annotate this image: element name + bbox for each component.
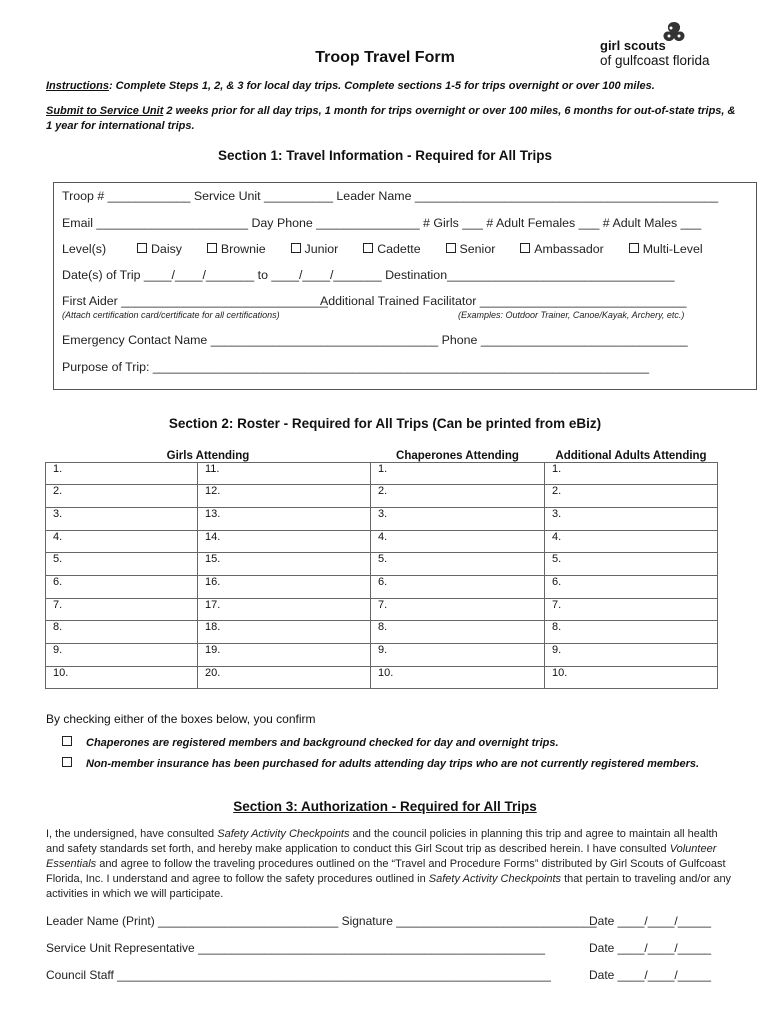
roster-cell[interactable]: 6.: [545, 575, 718, 598]
checkbox-icon[interactable]: [629, 243, 639, 253]
instructions-text: : Complete Steps 1, 2, & 3 for local day trips. Complete sections 1-5 for trips overnight or over 100 miles.: [108, 80, 655, 92]
submit-note: [46, 104, 736, 134]
roster-cell[interactable]: 3.: [371, 507, 545, 530]
roster-cell[interactable]: 12.: [198, 485, 371, 508]
roster-cell[interactable]: 7.: [545, 598, 718, 621]
roster-cell[interactable]: 10.: [371, 666, 545, 689]
instructions: [46, 79, 746, 94]
level-multi[interactable]: Multi-Level: [629, 242, 703, 256]
checkbox-icon[interactable]: [62, 757, 72, 767]
roster-cell[interactable]: 4.: [545, 530, 718, 553]
checkbox-icon[interactable]: [291, 243, 301, 253]
leader-signature-row[interactable]: Leader Name (Print) ___________________________ Signature ______________________________: [46, 914, 597, 928]
table-row: [46, 666, 718, 689]
roster-cell[interactable]: 2.: [371, 485, 545, 508]
leader-date[interactable]: Date ____/____/_____: [589, 914, 712, 928]
roster-table: [45, 446, 718, 689]
checkbox-icon[interactable]: [446, 243, 456, 253]
roster-cell[interactable]: 2.: [46, 485, 198, 508]
checkbox-icon[interactable]: [137, 243, 147, 253]
section3-heading: Section 3: Authorization - Required for All Trips: [233, 799, 537, 814]
level-junior[interactable]: Junior: [291, 242, 339, 256]
levels-row: [62, 242, 703, 256]
roster-cell[interactable]: 19.: [198, 644, 371, 667]
checkbox-icon[interactable]: [520, 243, 530, 253]
roster-cell[interactable]: 9.: [371, 644, 545, 667]
logo-line1: girl scouts: [600, 38, 666, 53]
logo: [598, 20, 738, 72]
table-row: [46, 621, 718, 644]
confirm-item-insurance[interactable]: Non-member insurance has been purchased for adults attending day trips who are not currently registered members.: [62, 757, 699, 770]
first-aider-field[interactable]: First Aider ______________________________: [62, 294, 328, 308]
level-ambassador[interactable]: Ambassador: [520, 242, 604, 256]
col-chaperones-header: Chaperones Attending: [371, 446, 545, 462]
table-row: [46, 530, 718, 553]
purpose-row[interactable]: Purpose of Trip: ________________________________________________________________________: [62, 360, 650, 374]
section1-heading: Section 1: Travel Information - Required for All Trips: [217, 148, 553, 163]
submit-label: Submit to Service Unit: [46, 105, 164, 117]
roster-cell[interactable]: 9.: [46, 644, 198, 667]
table-row: [46, 598, 718, 621]
table-row: [46, 553, 718, 576]
roster-cell[interactable]: 7.: [371, 598, 545, 621]
levels-label: Level(s): [62, 242, 107, 256]
service-unit-date[interactable]: Date ____/____/_____: [589, 941, 712, 955]
table-row: [46, 575, 718, 598]
dates-row[interactable]: Date(s) of Trip ____/____/_______ to ____/____/_______ Destination_________________________________: [62, 268, 675, 282]
roster-cell[interactable]: 5.: [371, 553, 545, 576]
contact-row[interactable]: Email ______________________ Day Phone _______________ # Girls ___ # Adult Females ___ # Adult Males ___: [62, 216, 702, 230]
submit-text: 2 weeks prior for all day trips, 1 month for trips overnight or over 100 miles, 6 months for out-of-state trips, & 1 year for international trips.: [46, 105, 736, 132]
emergency-row[interactable]: Emergency Contact Name _________________________________ Phone ______________________________: [62, 333, 688, 347]
roster-cell[interactable]: 15.: [198, 553, 371, 576]
council-staff-row[interactable]: Council Staff _________________________________________________________________: [46, 968, 551, 982]
roster-cell[interactable]: 7.: [46, 598, 198, 621]
roster-cell[interactable]: 10.: [545, 666, 718, 689]
checkbox-icon[interactable]: [62, 736, 72, 746]
roster-cell[interactable]: 8.: [371, 621, 545, 644]
roster-cell[interactable]: 8.: [46, 621, 198, 644]
roster-cell[interactable]: 2.: [545, 485, 718, 508]
roster-cell[interactable]: 5.: [545, 553, 718, 576]
level-daisy[interactable]: Daisy: [137, 242, 182, 256]
authorization-text: I, the undersigned, have consulted Safety Activity Checkpoints and the council policies in planning this trip and agree to maintain all health and safety standards set forth, and hereby make application to conduct this Girl Scout trip as described herein. I have consulted Volunteer Essentials and agree to follow the traveling procedures outlined on the “Travel and Procedure Forms” distributed by Girl Scouts of Gulfcoast Florida, Inc. I understand and agree to follow the safety procedures outlined in Safety Activity Checkpoints that pertain to traveling and/or any activities in which we will participate.: [46, 828, 732, 900]
instructions-label: Instructions: [46, 80, 109, 92]
roster-cell[interactable]: 18.: [198, 621, 371, 644]
first-aider-note: (Attach certification card/certificate for all certifications): [62, 310, 280, 320]
council-staff-date[interactable]: Date ____/____/_____: [589, 968, 712, 982]
roster-cell[interactable]: 4.: [46, 530, 198, 553]
confirm-intro: By checking either of the boxes below, you confirm: [46, 712, 316, 726]
roster-cell[interactable]: 14.: [198, 530, 371, 553]
roster-cell[interactable]: 17.: [198, 598, 371, 621]
travel-info-box: [53, 182, 757, 390]
roster-cell[interactable]: 6.: [371, 575, 545, 598]
col-girls-header: Girls Attending: [46, 446, 371, 462]
roster-cell[interactable]: 9.: [545, 644, 718, 667]
checkbox-icon[interactable]: [207, 243, 217, 253]
facilitator-note: (Examples: Outdoor Trainer, Canoe/Kayak, Archery, etc.): [458, 310, 685, 320]
checkbox-icon[interactable]: [363, 243, 373, 253]
troop-row[interactable]: Troop # ____________ Service Unit __________ Leader Name ____________________________________________: [62, 189, 719, 203]
col-adults-header: Additional Adults Attending: [545, 446, 718, 462]
roster-cell[interactable]: 20.: [198, 666, 371, 689]
roster-header: [46, 446, 718, 462]
roster-cell[interactable]: 3.: [545, 507, 718, 530]
roster-cell[interactable]: 3.: [46, 507, 198, 530]
roster-cell[interactable]: 4.: [371, 530, 545, 553]
roster-cell[interactable]: 1.: [545, 462, 718, 485]
facilitator-field[interactable]: Additional Trained Facilitator ______________________________: [320, 294, 687, 308]
roster-cell[interactable]: 1.: [371, 462, 545, 485]
roster-cell[interactable]: 6.: [46, 575, 198, 598]
roster-cell[interactable]: 11.: [198, 462, 371, 485]
roster-cell[interactable]: 13.: [198, 507, 371, 530]
service-unit-rep-row[interactable]: Service Unit Representative ____________________________________________________: [46, 941, 546, 955]
logo-line2: of gulfcoast florida: [600, 53, 710, 68]
level-brownie[interactable]: Brownie: [207, 242, 266, 256]
section2-heading: Section 2: Roster - Required for All Trips (Can be printed from eBiz): [168, 416, 602, 431]
roster-cell[interactable]: 1.: [46, 462, 198, 485]
level-cadette[interactable]: Cadette: [363, 242, 420, 256]
table-row: [46, 485, 718, 508]
table-row: [46, 462, 718, 485]
level-senior[interactable]: Senior: [446, 242, 496, 256]
form-title: Troop Travel Form: [315, 49, 455, 66]
roster-cell[interactable]: 5.: [46, 553, 198, 576]
roster-cell[interactable]: 16.: [198, 575, 371, 598]
roster-cell[interactable]: 8.: [545, 621, 718, 644]
roster-cell[interactable]: 10.: [46, 666, 198, 689]
confirm-item-chaperones[interactable]: Chaperones are registered members and background checked for day and overnight trips.: [62, 736, 559, 749]
table-row: [46, 644, 718, 667]
table-row: [46, 507, 718, 530]
